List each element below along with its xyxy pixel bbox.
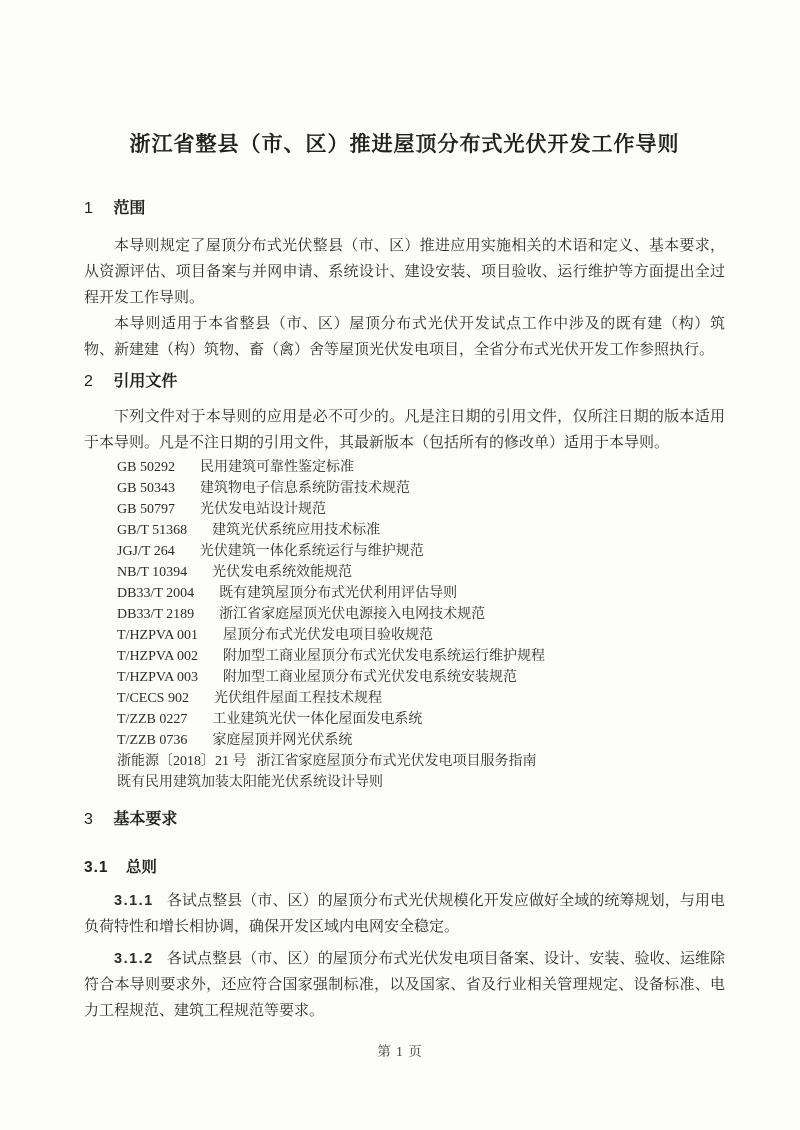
reference-item: [117, 604, 725, 625]
reference-name: 建筑光伏系统应用技术标准: [212, 523, 381, 538]
reference-name: 建筑物电子信息系统防雷技术规范: [199, 481, 410, 496]
section-1-label: 范围: [113, 200, 146, 217]
reference-item: [117, 625, 725, 646]
clause-number: 3.1.2: [114, 951, 154, 967]
reference-name: 家庭屋顶并网光伏系统: [212, 733, 353, 748]
page-number: 第 1 页: [377, 1044, 423, 1059]
section-2-heading: [84, 371, 725, 393]
reference-name: 附加型工商业屋顶分布式光伏发电系统安装规范: [223, 670, 518, 685]
section-3-1-label: 总则: [125, 859, 157, 876]
reference-name: 既有民用建筑加装太阳能光伏系统设计导则: [117, 775, 383, 790]
reference-name: 光伏组件屋面工程技术规程: [213, 691, 382, 706]
reference-name: 浙江省家庭屋顶光伏电源接入电网技术规范: [219, 607, 486, 622]
reference-item: [117, 646, 725, 667]
document-title: 浙江省整县（市、区）推进屋顶分布式光伏开发工作导则: [129, 133, 680, 156]
reference-code: DB33/T 2004: [117, 586, 195, 601]
reference-item: [117, 667, 725, 688]
clause-text: 各试点整县（市、区）的屋顶分布式光伏规模化开发应做好全域的统筹规划，与用电负荷特性和增长相协调，确保开发区域内电网安全稳定。: [84, 893, 725, 935]
reference-code: T/ZZB 0736: [117, 733, 188, 748]
reference-item: [117, 583, 725, 604]
reference-item: [117, 520, 725, 541]
reference-name: 光伏发电系统效能规范: [212, 565, 353, 580]
section-2-label: 引用文件: [113, 373, 178, 390]
section-3-label: 基本要求: [113, 811, 178, 828]
reference-code: T/ZZB 0227: [117, 712, 188, 727]
reference-name: 既有建筑屋顶分布式光伏利用评估导则: [219, 586, 458, 601]
reference-item: [117, 751, 725, 772]
clause-number: 3.1.1: [114, 893, 154, 909]
reference-name: 屋顶分布式光伏发电项目验收规范: [223, 628, 434, 643]
reference-name: 工业建筑光伏一体化屋面发电系统: [212, 712, 423, 727]
reference-item: [117, 457, 725, 478]
reference-name: 附加型工商业屋顶分布式光伏发电系统运行维护规程: [223, 649, 546, 664]
section-3-number: 3: [84, 811, 94, 828]
reference-code: JGJ/T 264: [117, 544, 175, 559]
clause-paragraph: [84, 946, 725, 1024]
reference-item: [117, 709, 725, 730]
reference-code: NB/T 10394: [117, 565, 188, 580]
reference-code: T/HZPVA 002: [117, 649, 199, 664]
section-3-heading: [84, 809, 725, 831]
scope-paragraph: 本导则规定了屋顶分布式光伏整县（市、区）推进应用实施相关的术语和定义、基本要求，从资源评估、项目备案与并网申请、系统设计、建设安装、项目验收、运行维护等方面提出全过程开发工作导则。: [84, 238, 725, 306]
reference-item: [117, 478, 725, 499]
reference-code: GB 50292: [117, 460, 175, 475]
reference-name: 光伏建筑一体化系统运行与维护规范: [199, 544, 424, 559]
reference-code: DB33/T 2189: [117, 607, 195, 622]
clause-paragraph: [84, 888, 725, 940]
reference-code: GB/T 51368: [117, 523, 188, 538]
reference-item: [117, 541, 725, 562]
reference-code: 浙能源〔2018〕21 号: [117, 754, 247, 769]
references-intro-paragraph: 下列文件对于本导则的应用是必不可少的。凡是注日期的引用文件，仅所注日期的版本适用于本导则。凡是不注日期的引用文件，其最新版本（包括所有的修改单）适用于本导则。: [84, 409, 725, 451]
reference-item: [117, 688, 725, 709]
section-3-1-number: 3.1: [84, 859, 109, 876]
reference-list: [84, 457, 725, 793]
reference-item: [117, 562, 725, 583]
section-1-number: 1: [84, 200, 94, 217]
reference-name: 光伏发电站设计规范: [199, 502, 326, 517]
reference-item: [117, 499, 725, 520]
section-3-1-heading: [84, 857, 725, 879]
section-2-number: 2: [84, 373, 94, 390]
reference-item: [117, 730, 725, 751]
reference-item: [117, 772, 725, 793]
reference-code: T/CECS 902: [117, 691, 189, 706]
scope-paragraph: 本导则适用于本省整县（市、区）屋顶分布式光伏开发试点工作中涉及的既有建（构）筑物、新建建（构）筑物、畜（禽）舍等屋顶光伏发电项目，全省分布式光伏开发工作参照执行。: [84, 316, 725, 358]
section-3-1-clauses: [84, 888, 725, 1024]
section-1-body: [84, 233, 725, 363]
reference-code: GB 50343: [117, 481, 175, 496]
section-1-heading: [84, 198, 725, 220]
reference-name: 民用建筑可靠性鉴定标准: [199, 460, 354, 475]
clause-text: 各试点整县（市、区）的屋顶分布式光伏发电项目备案、设计、安装、验收、运维除符合本导则要求外，还应符合国家强制标准，以及国家、省及行业相关管理规定、设备标准、电力工程规范、建筑工程规范等要求。: [84, 951, 725, 1019]
reference-name: 浙江省家庭屋顶分布式光伏发电项目服务指南: [256, 754, 537, 769]
reference-code: GB 50797: [117, 502, 175, 517]
reference-code: T/HZPVA 003: [117, 670, 199, 685]
section-2-body: [84, 404, 725, 456]
reference-code: T/HZPVA 001: [117, 628, 199, 643]
